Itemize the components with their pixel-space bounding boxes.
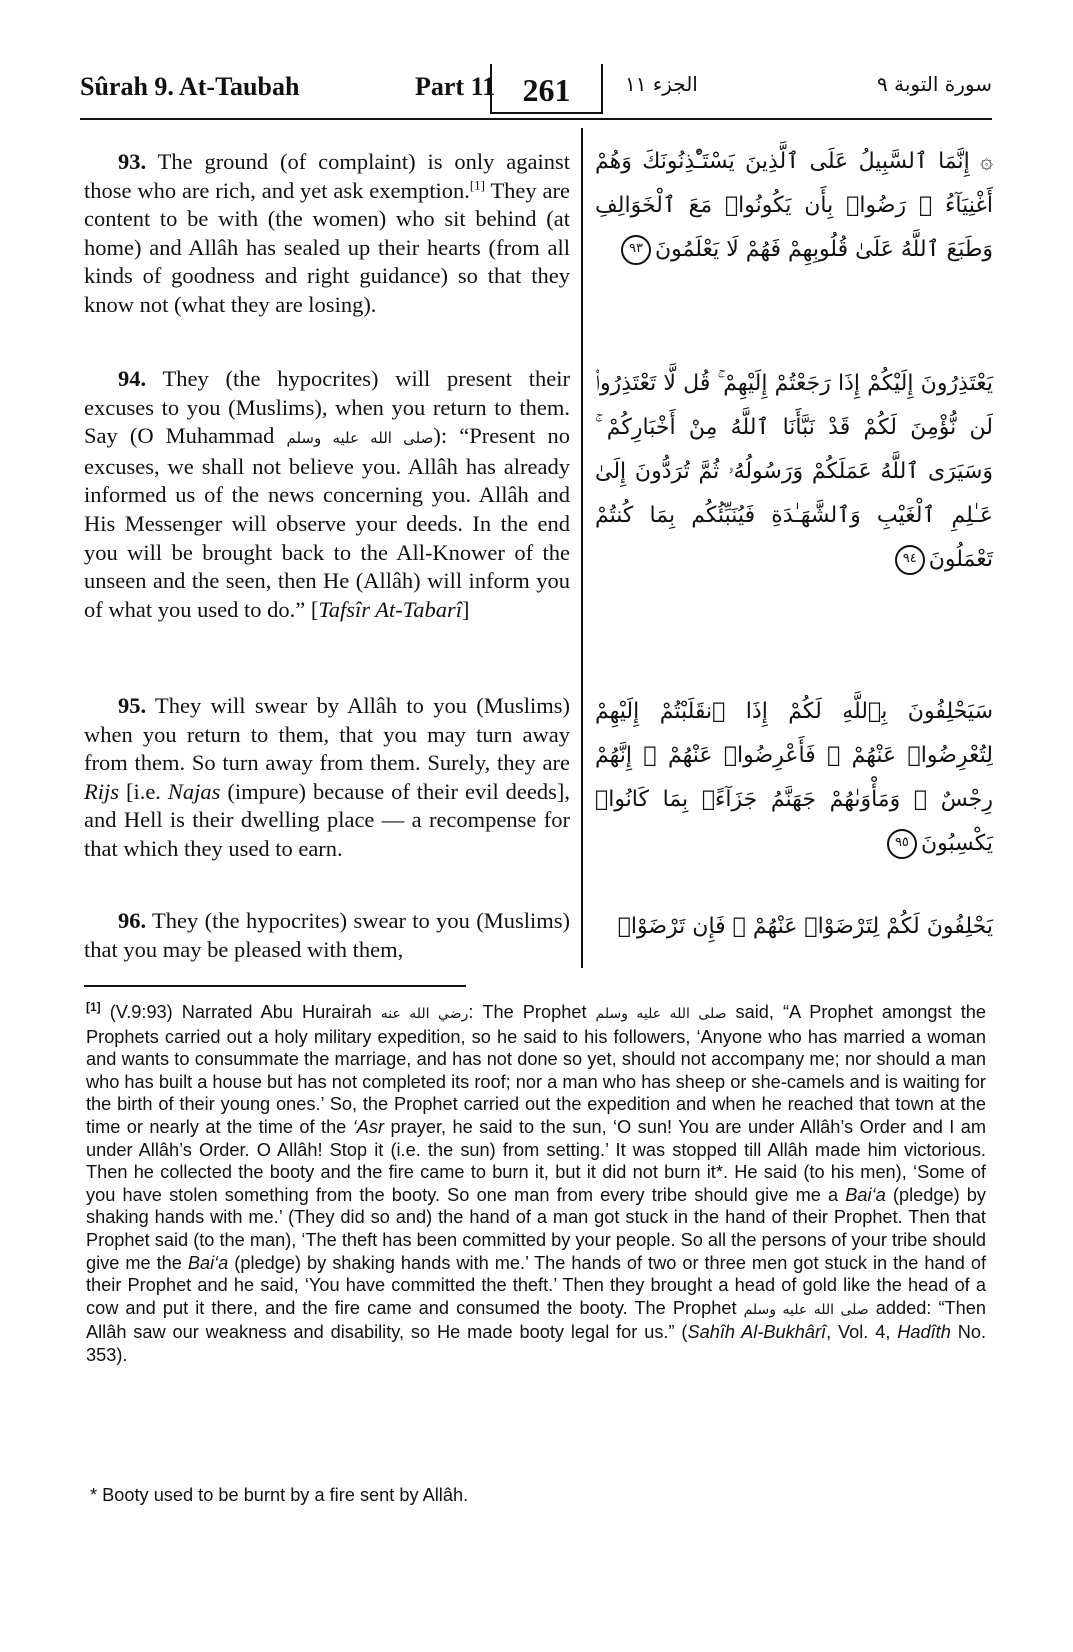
surah-title: Sûrah 9. At-Taubah	[80, 72, 300, 101]
footnote-text: (V.9:93) Narrated Abu Hurairah	[100, 1002, 381, 1023]
verse-text: [i.e.	[119, 778, 168, 804]
ayah-number-mark: ٩٤	[895, 545, 925, 575]
arabic-salutation: صلى الله عليه وسلم	[595, 1006, 727, 1023]
header-rule	[80, 118, 992, 120]
footnote-text: , Vol. 4,	[826, 1322, 898, 1343]
column-divider	[581, 128, 583, 968]
footnote-rule	[84, 985, 466, 987]
verse-text: (impure) because of their evil deeds], and Hell is their dwelling place — a recompense for that which they used to earn.	[84, 778, 570, 861]
term-rijs: Rijs	[84, 778, 120, 804]
term-najas: Najas	[167, 778, 221, 804]
asterisk-note: * Booty used to be burnt by a fire sent by Allâh.	[90, 1485, 469, 1505]
verse-text: They are content to be with (the women) who sit behind (at home) and Allâh has sealed up their hearts (from all kinds of goodness and right guidance) so that they know not (what they are losing).	[84, 177, 570, 317]
verse-text: The ground (of complaint) is only against those who are rich, and yet ask exemption.	[84, 149, 570, 203]
verse-94-arabic	[595, 362, 993, 582]
verse-text: ]	[461, 596, 470, 622]
verse-number: 96.	[118, 908, 147, 933]
footnote-text: said, “A Prophet amongst the Prophets carried out a holy military expedition, so he said to his followers, ‘Anyone who has married a woman and wants to consummate the marriage, and has not done so yet, should not accompany me; nor should a man who has built a house but has not completed its roof; nor a man who has sheep or she-camels and is waiting for the birth of their young ones.’ So, the Prophet carried out the expedition and when he reached that town at the time or nearly at the time of the	[86, 1002, 987, 1138]
arabic-surah-title: سورة التوبة ٩	[877, 72, 992, 96]
footnote-text: No. 353).	[86, 1322, 987, 1365]
arabic-honorific: رضي الله عنه	[380, 1006, 469, 1023]
page-number-box	[490, 64, 603, 114]
page-number: 261	[522, 72, 571, 108]
footnote-text: prayer, he said to the sun, ‘O sun! You are under Allâh’s Order and I am under Allâh’s Order. O Allâh! Stop it (i.e. the sun) from setting.’ It was stopped till Allâh made him victorious. Then he collected the booty and the fire came to burn it, but it did not burn it*. He said (to his men), ‘Some of you have stolen something from the booty. So one man from every tribe should give me a	[86, 1117, 986, 1205]
arabic-text: يَحْلِفُونَ لَكُمْ لِتَرْضَوْا۟ عَنْهُمْ ۖ فَإِن تَرْضَوْا۟	[617, 914, 993, 939]
verse-94-translation	[84, 365, 570, 624]
footnote	[86, 996, 986, 1367]
arabic-part-label: الجزء ١١	[625, 72, 698, 96]
arabic-salutation: صلى الله عليه وسلم	[743, 1301, 869, 1318]
ayah-number-mark: ٩٣	[621, 235, 651, 265]
verse-text: They (the hypocrites) will present their excuses to you (Muslims), when you return to them. Say (O Muhammad	[84, 366, 570, 449]
reference: Tafsîr At-Tabarî	[318, 596, 462, 622]
term-asr: ‘Asr	[352, 1117, 385, 1138]
footnote-text: (pledge) by shaking hands with me.’ (They did so and) the hand of a man got stuck in the hand of their Prophet. Then that Prophet said (to the man), ‘The theft has been committed by your people. So all the persons of your tribe should give me the	[86, 1184, 986, 1273]
footnote-text: : The Prophet	[468, 1002, 596, 1023]
ayah-number-mark: ٩٥	[887, 829, 917, 859]
part-label: Part 11	[415, 72, 496, 101]
verse-text: ): “Present no excuses, we shall not believe you. Allâh has already informed us of the news concerning you. Allâh and His Messenger will observe your deeds. In the end you will be brought back to the All-Knower of the unseen and the seen, then He (Allâh) will inform you of what you used to do.” [	[84, 423, 571, 622]
arabic-text: سَيَحْلِفُونَ بِٱللَّهِ لَكُمْ إِذَا ٱنقَلَبْتُمْ إِلَيْهِمْ لِتُعْرِضُوا۟ عَنْهُمْ ۖ فَأَعْرِضُوا۟ عَنْهُمْ ۖ إِنَّهُمْ رِجْسٌ ۖ وَمَأْوَىٰهُمْ جَهَنَّمُ جَزَآءًۢ بِمَا كَانُوا۟ يَكْسِبُونَ	[595, 699, 993, 856]
footnote-marker: [1]	[469, 177, 485, 193]
footnote-mark: [1]	[86, 1000, 101, 1014]
verse-93-translation	[84, 148, 570, 320]
verse-number: 94.	[118, 366, 147, 391]
verse-number: 93.	[118, 149, 147, 174]
arabic-text: يَعْتَذِرُونَ إِلَيْكُمْ إِذَا رَجَعْتُمْ إِلَيْهِمْ ۚ قُل لَّا تَعْتَذِرُوا۟ لَن نُّؤْمِنَ لَكُمْ قَدْ نَبَّأَنَا ٱللَّهُ مِنْ أَخْبَارِكُمْ ۚ وَسَيَرَى ٱللَّهُ عَمَلَكُمْ وَرَسُولُهُۥ ثُمَّ تُرَدُّونَ إِلَىٰ عَـٰلِمِ ٱلْغَيْبِ وَٱلشَّهَـٰدَةِ فَيُنَبِّئُكُم بِمَا كُنتُمْ تَعْمَلُونَ	[595, 371, 993, 572]
verse-number: 95.	[118, 693, 147, 718]
verse-93-arabic	[595, 140, 993, 272]
footnote-text: added: “Then Allâh saw our weakness and disability, so He made booty legal for us.” (	[86, 1297, 987, 1343]
term-baia: Bai‘a	[845, 1184, 886, 1205]
verse-96-arabic	[595, 905, 993, 949]
page-header	[80, 62, 992, 110]
arabic-text: ۞ إِنَّمَا ٱلسَّبِيلُ عَلَى ٱلَّذِينَ يَسْتَـْٔذِنُونَكَ وَهُمْ أَغْنِيَآءُ ۚ رَضُوا۟ بِأَن يَكُونُوا۟ مَعَ ٱلْخَوَالِفِ وَطَبَعَ ٱللَّهُ عَلَىٰ قُلُوبِهِمْ فَهُمْ لَا يَعْلَمُونَ	[595, 149, 993, 262]
verse-96-translation	[84, 907, 570, 964]
term-hadith: Hadîth	[897, 1322, 951, 1343]
term-baia: Bai‘a	[187, 1252, 229, 1273]
verse-95-translation	[84, 692, 570, 864]
source-title: Sahîh Al-Bukhârî	[687, 1322, 827, 1343]
salutation-arabic: صلى الله عليه وسلم	[286, 429, 434, 448]
footnote-text: (pledge) by shaking hands with me.’ The hands of two or three men got stuck in the hand of their Prophet and he said, ‘You have committed the theft.’ Then they brought a head of gold like the head of a cow and put it there, and the fire came and consumed the booty. The Prophet	[86, 1252, 986, 1318]
verse-text: They will swear by Allâh to you (Muslims) when you return to them, that you may turn away from them. So turn away from them. Surely, they are	[84, 693, 570, 776]
verse-95-arabic	[595, 690, 993, 866]
verse-text: They (the hypocrites) swear to you (Muslims) that you may be pleased with them,	[84, 908, 570, 962]
